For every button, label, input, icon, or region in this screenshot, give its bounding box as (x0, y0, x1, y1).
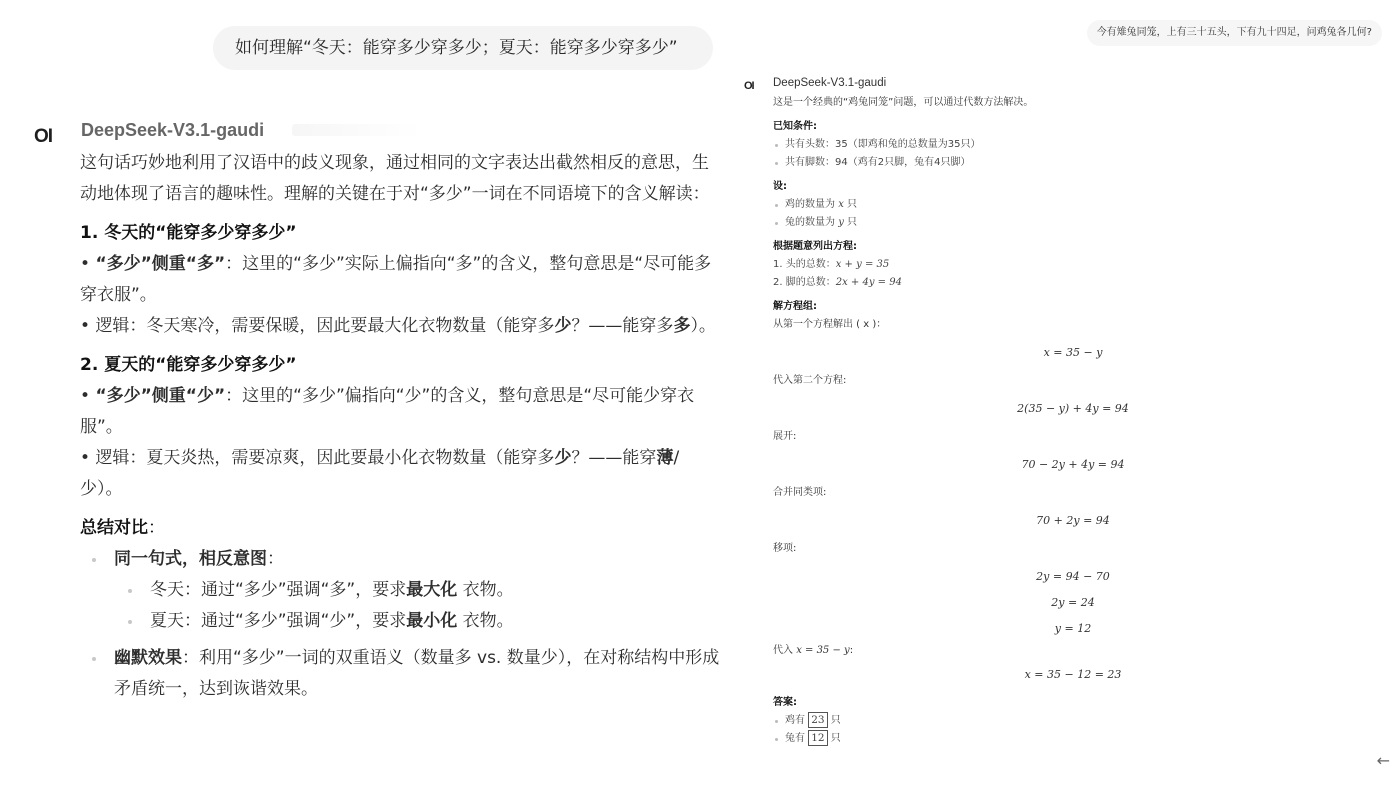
bullet-dot-icon (775, 222, 778, 225)
bullet-dot-icon (775, 738, 778, 741)
section1-bullet1: • “多少”侧重“多”：这里的“多少”实际上偏指向“多”的含义，整句意思是“尽可能多穿衣服”。 (80, 254, 712, 305)
bullet-dot-icon (775, 204, 778, 207)
section1-bullet2-text: 逻辑：冬天寒冷，需要保暖，因此要最大化衣物数量（能穿多 (95, 316, 555, 336)
summary-item1 (80, 544, 720, 575)
equation-item1-math: x + y = 35 (835, 259, 890, 270)
section1-bullet2-bold1: 少 (554, 316, 572, 336)
user-message-bubble (1087, 20, 1382, 46)
section1-bullet1-bold: “多少”侧重“多” (95, 254, 226, 274)
bullet-dot-icon (128, 620, 132, 624)
section2-bullet2: • 逻辑：夏天炎热，需要凉爽，因此要最小化衣物数量（能穿多少？——能穿薄/少）。 (80, 448, 680, 499)
user-message-bubble (213, 26, 713, 70)
section1-heading: 1. 冬天的“能穿多少穿多少” (80, 223, 297, 243)
summary-item1a-end: 衣物。 (462, 580, 514, 600)
bullet-dot-icon (775, 720, 778, 723)
assistant-logo-icon: OI (744, 80, 754, 92)
step-back-substitute (773, 642, 1373, 660)
answer-item2-unit: 只 (830, 733, 841, 744)
equation-f: 2y = 24 (1051, 596, 1095, 609)
let-heading: 设: (773, 181, 787, 192)
equation-item1-label: 1. 头的总数： (773, 259, 836, 270)
answer-chicken-value: 23 (808, 712, 827, 728)
section2-bullet1-text: ：这里的“多少”偏指向“少”的含义，整句意思是“尽可能少穿衣服”。 (80, 386, 695, 437)
step-substitute: 代入第二个方程: (773, 375, 847, 386)
summary-item1b-bold: 最小化 (406, 611, 458, 631)
answer-item1-text: 鸡有 (785, 715, 805, 726)
known-item1-text: 共有头数：35（即鸡和兔的总数量为35只） (785, 139, 981, 150)
bullet-dot-icon (92, 657, 96, 661)
equation-e: 2y = 94 − 70 (1036, 570, 1110, 583)
equation-a: x = 35 − y (1043, 346, 1103, 359)
known-heading: 已知条件: (773, 121, 817, 132)
summary-item1b-text: 夏天：通过“多少”强调“少”，要求 (150, 611, 407, 631)
section2-bullet2-end: /少）。 (80, 448, 680, 499)
summary-item1a-text: 冬天：通过“多少”强调“多”，要求 (150, 580, 407, 600)
summary-item1b-end: 衣物。 (462, 611, 514, 631)
let-item2-text: 兔的数量为 (785, 217, 835, 228)
response-intro: 这是一个经典的“鸡兔同笼”问题，可以通过代数方法解决。 (773, 97, 1034, 108)
answer-heading: 答案: (773, 697, 797, 708)
section2-bullet2-text: 逻辑：夏天炎热，需要凉爽，因此要最小化衣物数量（能穿多 (95, 448, 555, 468)
solve-heading: 解方程组: (773, 301, 817, 312)
step-back-colon: : (849, 645, 854, 656)
summary-heading (80, 513, 720, 544)
bullet-dot-icon (128, 589, 132, 593)
equation-d: 70 + 2y = 94 (1036, 514, 1110, 527)
let-item2-var: y (838, 217, 844, 228)
summary-item2-bold: 幽默效果 (114, 648, 182, 668)
let-item1 (773, 196, 1373, 214)
section2-heading: 2. 夏天的“能穿多少穿多少” (80, 355, 297, 375)
model-name: DeepSeek-V3.1-gaudi (81, 120, 265, 140)
bullet-dot-icon (775, 162, 778, 165)
section1-bullet2-end: ）。 (690, 316, 716, 336)
solve-intro: 从第一个方程解出 ( x )： (773, 319, 887, 330)
summary-item1a-bold: 最大化 (406, 580, 458, 600)
section2-bullet1-bold: “多少”侧重“少” (95, 386, 226, 406)
section2-bullet2-bold2: 薄 (656, 448, 674, 468)
response-intro: 这句话巧妙地利用了汉语中的歧义现象，通过相同的文字表达出截然相反的意思，生动地体现了语言的趣味性。理解的关键在于对“多少”一词在不同语境下的含义解读： (80, 153, 710, 204)
answer-rabbit-value: 12 (808, 730, 827, 746)
bullet-dot-icon (775, 144, 778, 147)
equation-item2-math: 2x + 4y = 94 (835, 277, 902, 288)
summary-item1-text: ： (267, 549, 284, 569)
step-back-math: x = 35 − y (796, 645, 850, 656)
equation-h: x = 35 − 12 = 23 (1024, 668, 1122, 681)
bullet-dot-icon (92, 558, 96, 562)
summary-item1a (80, 575, 720, 606)
section2-bullet1: • “多少”侧重“少”：这里的“多少”偏指向“少”的含义，整句意思是“尽可能少穿衣服”。 (80, 386, 695, 437)
model-name-fade (292, 124, 422, 136)
user-message-text: 今有雉兔同笼，上有三十五头，下有九十四足，问鸡兔各几何? (1096, 27, 1372, 38)
section1-bullet2-mid: ？——能穿多 (571, 316, 674, 336)
equation-item2-label: 2. 脚的总数： (773, 277, 836, 288)
section2-bullet2-mid: ？——能穿 (571, 448, 657, 468)
known-item2 (773, 154, 1373, 172)
summary-item1b (80, 606, 720, 637)
summary-title: 总结对比 (80, 518, 148, 538)
let-item1-var: x (838, 199, 844, 210)
answer-item2 (773, 730, 1373, 748)
equation-c: 70 − 2y + 4y = 94 (1021, 458, 1125, 471)
section1-bullet2-bold2: 多 (673, 316, 691, 336)
step-expand: 展开: (773, 431, 797, 442)
let-item2-unit: 只 (847, 217, 858, 228)
known-item2-text: 共有脚数：94（鸡有2只脚，兔有4只脚） (785, 157, 971, 168)
equation-g: y = 12 (1054, 622, 1092, 635)
equation-item2 (773, 274, 1373, 292)
assistant-response (80, 148, 720, 705)
summary-item2-text: ：利用“多少”一词的双重语义（数量多 vs. 数量少），在对称结构中形成矛盾统一，达到诙谐效果。 (114, 648, 720, 699)
section2-bullet2-bold1: 少 (554, 448, 572, 468)
known-item1 (773, 136, 1373, 154)
step-move: 移项: (773, 543, 797, 554)
equation-item1 (773, 256, 1373, 274)
summary-item1-bold: 同一句式，相反意图 (114, 549, 267, 569)
step-combine: 合并同类项: (773, 487, 827, 498)
answer-item1-unit: 只 (830, 715, 841, 726)
equations-heading: 根据题意列出方程: (773, 241, 857, 252)
step-back-text: 代入 (773, 645, 793, 656)
summary-colon: ： (148, 518, 165, 538)
answer-item2-text: 兔有 (785, 733, 805, 744)
let-item1-unit: 只 (847, 199, 858, 210)
section1-bullet2: • 逻辑：冬天寒冷，需要保暖，因此要最大化衣物数量（能穿多少？——能穿多多）。 (80, 316, 716, 336)
model-name: DeepSeek-V3.1-gaudi (773, 77, 887, 89)
equation-b: 2(35 − y) + 4y = 94 (1017, 402, 1129, 415)
right-chat-panel (736, 0, 1392, 804)
collapse-arrow-icon[interactable]: ← (1376, 751, 1390, 770)
user-message-text: 如何理解“冬天：能穿多少穿多少；夏天：能穿多少穿多少” (235, 38, 678, 58)
let-item1-text: 鸡的数量为 (785, 199, 835, 210)
assistant-response (773, 94, 1373, 748)
let-item2 (773, 214, 1373, 232)
answer-item1 (773, 712, 1373, 730)
section1-bullet1-text: ：这里的“多少”实际上偏指向“多”的含义，整句意思是“尽可能多穿衣服”。 (80, 254, 712, 305)
summary-item2 (80, 643, 720, 705)
assistant-logo-icon: OI (34, 126, 53, 147)
